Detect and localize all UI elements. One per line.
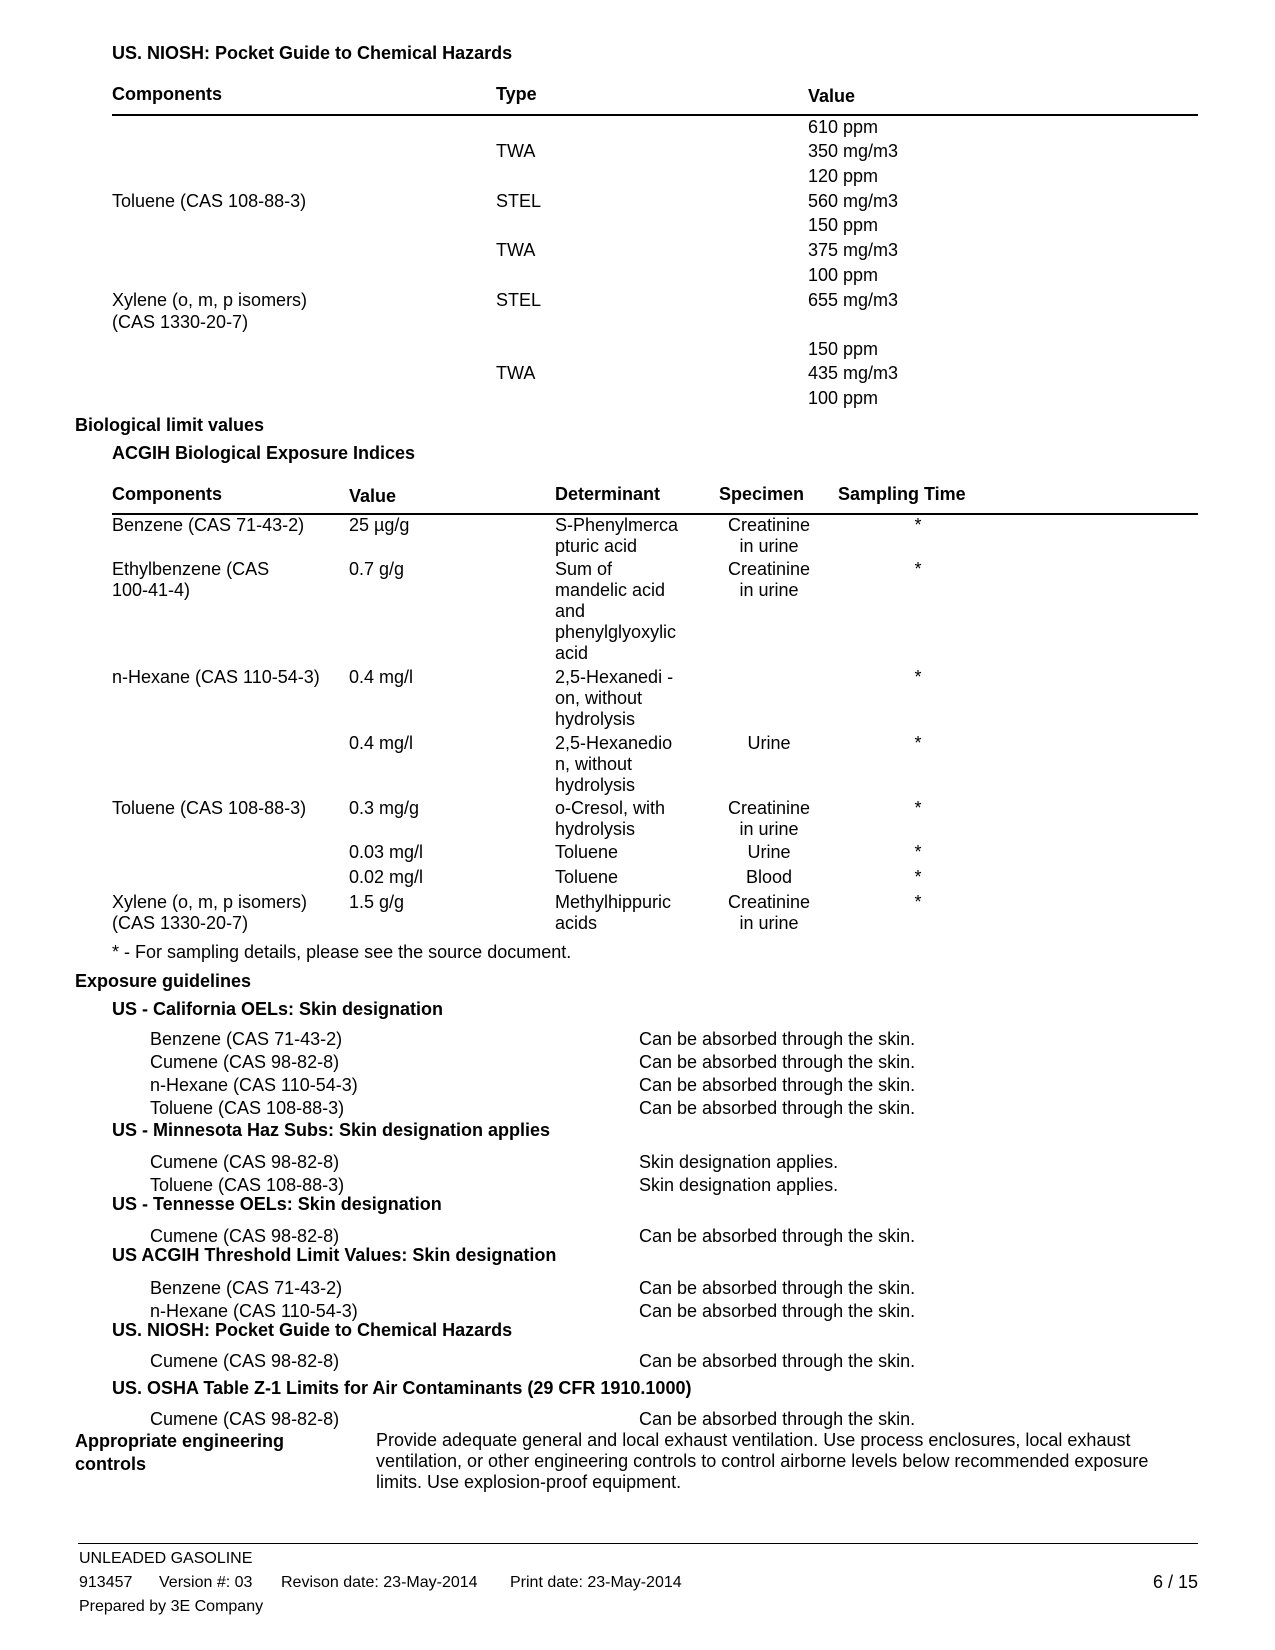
bio-sampling-cell: * xyxy=(914,892,922,912)
bio-sampling-cell: * xyxy=(914,559,922,579)
niosh-value-cell: 150 ppm xyxy=(808,215,879,235)
bio-component-cell: Ethylbenzene (CAS 100-41-4) xyxy=(112,559,270,600)
bio-sampling-cell: * xyxy=(914,733,922,753)
niosh-type-cell: STEL xyxy=(496,191,542,211)
bio-col-specimen: Specimen xyxy=(719,484,805,504)
niosh-value-cell: 610 ppm xyxy=(808,117,879,137)
niosh-value-cell: 375 mg/m3 xyxy=(808,240,899,260)
niosh-value-cell: 150 ppm xyxy=(808,339,879,359)
exposure-component: Cumene (CAS 98-82-8) xyxy=(150,1052,340,1072)
exposure-component: Cumene (CAS 98-82-8) xyxy=(150,1152,340,1172)
bio-heading: Biological limit values xyxy=(75,415,265,435)
exposure-component: Toluene (CAS 108-88-3) xyxy=(150,1098,345,1118)
bio-determinant-cell: Sum of mandelic acid and phenylglyoxylic acid xyxy=(555,559,677,663)
exposure-group-title: US - Tennesse OELs: Skin designation xyxy=(112,1194,442,1214)
niosh-header-rule xyxy=(112,114,1198,116)
exposure-group-title: US. OSHA Table Z-1 Limits for Air Contaminants (29 CFR 1910.1000) xyxy=(112,1378,692,1398)
exposure-note: Can be absorbed through the skin. xyxy=(639,1351,916,1371)
niosh-component-cell: Toluene (CAS 108-88-3) xyxy=(112,191,307,211)
footer-product: UNLEADED GASOLINE xyxy=(79,1550,253,1567)
col-value: Value xyxy=(808,86,856,106)
niosh-type-cell: TWA xyxy=(496,240,536,260)
footer-rule xyxy=(78,1543,1198,1544)
niosh-value-cell: 350 mg/m3 xyxy=(808,141,899,161)
footer-prepared: Prepared by 3E Company xyxy=(79,1598,264,1615)
exposure-note: Can be absorbed through the skin. xyxy=(639,1098,916,1118)
bio-col-sampling: Sampling Time xyxy=(838,484,966,504)
exposure-note: Skin designation applies. xyxy=(639,1152,839,1172)
bio-value-cell: 0.7 g/g xyxy=(349,559,405,579)
bio-value-cell: 0.4 mg/l xyxy=(349,733,414,753)
exposure-note: Can be absorbed through the skin. xyxy=(639,1278,916,1298)
niosh-type-cell: TWA xyxy=(496,141,536,161)
bio-sampling-cell: * xyxy=(914,842,922,862)
niosh-heading: US. NIOSH: Pocket Guide to Chemical Hazards xyxy=(112,43,513,63)
bio-col-determinant: Determinant xyxy=(555,484,661,504)
exposure-note: Can be absorbed through the skin. xyxy=(639,1301,916,1321)
exposure-note: Can be absorbed through the skin. xyxy=(639,1052,916,1072)
exposure-note: Can be absorbed through the skin. xyxy=(639,1029,916,1049)
footer-version: Version #: 03 xyxy=(159,1574,253,1591)
bio-sampling-cell: * xyxy=(914,667,922,687)
exposure-component: n-Hexane (CAS 110-54-3) xyxy=(150,1075,358,1095)
bio-component-cell: Xylene (o, m, p isomers) (CAS 1330-20-7) xyxy=(112,892,308,933)
exposure-component: Cumene (CAS 98-82-8) xyxy=(150,1351,340,1371)
niosh-value-cell: 435 mg/m3 xyxy=(808,363,899,383)
bio-specimen-cell: Creatinine in urine xyxy=(727,892,811,933)
exposure-group-title: US - Minnesota Haz Subs: Skin designation applies xyxy=(112,1120,551,1140)
exposure-note: Can be absorbed through the skin. xyxy=(639,1075,916,1095)
col-components: Components xyxy=(112,84,222,104)
bio-specimen-cell: Creatinine in urine xyxy=(727,515,811,556)
exposure-group-title: US - California OELs: Skin designation xyxy=(112,999,444,1019)
exposure-component: Benzene (CAS 71-43-2) xyxy=(150,1029,343,1049)
exposure-component: n-Hexane (CAS 110-54-3) xyxy=(150,1301,358,1321)
exposure-note: Skin designation applies. xyxy=(639,1175,839,1195)
bio-value-cell: 0.4 mg/l xyxy=(349,667,414,687)
engineering-label: Appropriate engineering controls xyxy=(75,1431,285,1474)
niosh-component-cell: Xylene (o, m, p isomers) xyxy=(112,290,308,310)
exposure-heading: Exposure guidelines xyxy=(75,971,252,991)
bio-sampling-cell: * xyxy=(914,867,922,887)
page-number: 6 / 15 xyxy=(1152,1572,1198,1592)
exposure-note: Can be absorbed through the skin. xyxy=(639,1226,916,1246)
niosh-value-cell: 100 ppm xyxy=(808,388,879,408)
exposure-component: Toluene (CAS 108-88-3) xyxy=(150,1175,345,1195)
niosh-value-cell: 655 mg/m3 xyxy=(808,290,899,310)
bio-footnote: * - For sampling details, please see the source document. xyxy=(112,942,572,962)
bio-determinant-cell: 2,5-Hexanedi - on, without hydrolysis xyxy=(555,667,674,729)
footer-id: 913457 xyxy=(79,1574,133,1591)
footer-revision: Revison date: 23-May-2014 xyxy=(281,1574,478,1591)
bio-value-cell: 1.5 g/g xyxy=(349,892,405,912)
bio-determinant-cell: Toluene xyxy=(555,842,619,862)
exposure-group-title: US. NIOSH: Pocket Guide to Chemical Hazards xyxy=(112,1320,513,1340)
bio-col-value: Value xyxy=(349,486,397,506)
footer-print-date: Print date: 23-May-2014 xyxy=(510,1574,682,1591)
bio-determinant-cell: S-Phenylmerca pturic acid xyxy=(555,515,679,556)
bio-determinant-cell: o-Cresol, with hydrolysis xyxy=(555,798,666,839)
bio-specimen-cell: Creatinine in urine xyxy=(727,559,811,600)
bio-specimen-cell: Blood xyxy=(745,867,793,887)
bio-component-cell: Toluene (CAS 108-88-3) xyxy=(112,798,307,818)
engineering-text: Provide adequate general and local exhaust ventilation. Use process enclosures, local exhaust ventilation, or other engineering controls to control airborne levels below recommended exposure limits. Use explosion-proof equipment. xyxy=(376,1430,1149,1492)
niosh-value-cell: 120 ppm xyxy=(808,166,879,186)
bio-component-cell: Benzene (CAS 71-43-2) xyxy=(112,515,305,535)
bio-specimen-cell: Creatinine in urine xyxy=(727,798,811,839)
bio-col-components: Components xyxy=(112,484,222,504)
niosh-value-cell: 100 ppm xyxy=(808,265,879,285)
bio-sampling-cell: * xyxy=(914,515,922,535)
bio-determinant-cell: 2,5-Hexanedio n, without hydrolysis xyxy=(555,733,673,795)
bio-specimen-cell: Urine xyxy=(747,733,791,753)
exposure-component: Cumene (CAS 98-82-8) xyxy=(150,1409,340,1429)
bio-value-cell: 0.03 mg/l xyxy=(349,842,424,862)
exposure-note: Can be absorbed through the skin. xyxy=(639,1409,916,1429)
bio-component-cell: n-Hexane (CAS 110-54-3) xyxy=(112,667,320,687)
niosh-value-cell: 560 mg/m3 xyxy=(808,191,899,211)
bio-specimen-cell: Urine xyxy=(747,842,791,862)
bio-value-cell: 25 µg/g xyxy=(349,515,410,535)
exposure-component: Cumene (CAS 98-82-8) xyxy=(150,1226,340,1246)
bio-sampling-cell: * xyxy=(914,798,922,818)
exposure-group-title: US ACGIH Threshold Limit Values: Skin designation xyxy=(112,1245,557,1265)
niosh-type-cell: STEL xyxy=(496,290,542,310)
col-type: Type xyxy=(496,84,537,104)
bio-value-cell: 0.02 mg/l xyxy=(349,867,424,887)
bio-value-cell: 0.3 mg/g xyxy=(349,798,420,818)
bio-subheading: ACGIH Biological Exposure Indices xyxy=(112,443,416,463)
niosh-component-cell: (CAS 1330-20-7) xyxy=(112,312,249,332)
bio-determinant-cell: Methylhippuric acids xyxy=(555,892,672,933)
niosh-type-cell: TWA xyxy=(496,363,536,383)
exposure-component: Benzene (CAS 71-43-2) xyxy=(150,1278,343,1298)
bio-determinant-cell: Toluene xyxy=(555,867,619,887)
